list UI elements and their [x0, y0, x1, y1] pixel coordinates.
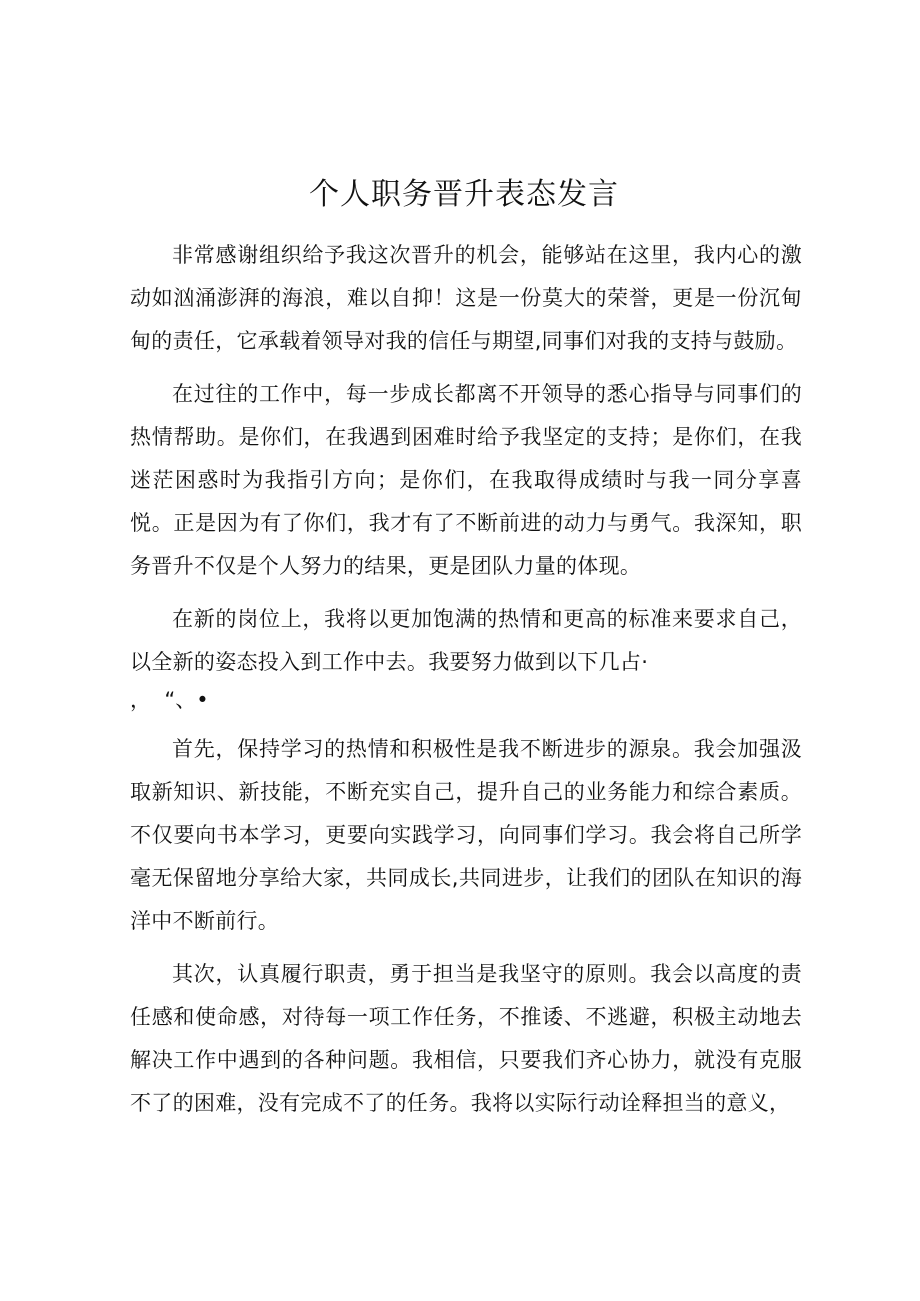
paragraph-new-position: 在新的岗位上，我将以更加饱满的热情和更高的标准来要求自己，以全新的姿态投入到工作中去。我要努力做到以下几占· [130, 607, 802, 674]
paragraph-gratitude: 非常感谢组织给予我这次晋升的机会，能够站在这里，我内心的激动如汹涌澎湃的海浪，难以自抑！这是一份莫大的荣誉，更是一份沉甸甸的责任，它承载着领导对我的信任与期望,同事们对我的支持与鼓励。 [130, 243, 802, 353]
document-title: 个人职务晋升表态发言 [309, 177, 619, 212]
paragraph-second-responsibility: 其次，认真履行职责，勇于担当是我坚守的原则。我会以高度的责任感和使命感，对待每一项工作任务，不推诿、不逃避，积极主动地去解决工作中遇到的各种问题。我相信，只要我们齐心协力，就没有克服不了的困难，没有完成不了的任务。我将以实际行动诠释担当的意义， [130, 962, 802, 1115]
paragraph-first-learning: 首先，保持学习的热情和积极性是我不断进步的源泉。我会加强汲取新知识、新技能，不断充实自己，提升自己的业务能力和综合素质。不仅要向书本学习，更要向实践学习，向同事们学习。我会将自己所学毫无保留地分享给大家，共同成长,共同进步，让我们的团队在知识的海洋中不断前行。 [130, 737, 802, 933]
document-body [130, 234, 802, 1135]
stray-marks: ， “、• [130, 688, 209, 712]
paragraph-past-work: 在过往的工作中，每一步成长都离不开领导的悉心指导与同事们的热情帮助。是你们，在我遇到困难时给予我坚定的支持；是你们，在我迷茫困惑时为我指引方向；是你们，在我取得成绩时与我一同分享喜悦。正是因为有了你们，我才有了不断前进的动力与勇气。我深知，职务晋升不仅是个人努力的结果，更是团队力量的体现。 [130, 382, 802, 578]
